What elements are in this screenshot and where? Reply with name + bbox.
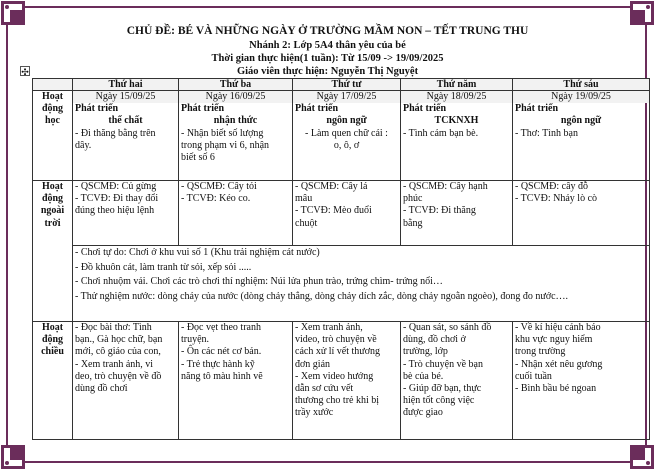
free-play-line: - Chơi nhuộm vải. Chơi các trò chơi thí nghiệm: Núi lửa phun trào, trứng chìm- trứng nổi… bbox=[75, 276, 443, 287]
table-cell bbox=[401, 91, 513, 181]
day-header: Thứ tư bbox=[293, 79, 401, 91]
table-cell: - QSCMĐ: cây đỗ - TCVĐ: Nhảy lò cò bbox=[513, 181, 650, 246]
area-label: Phát triển bbox=[75, 103, 119, 115]
date-label: Ngày 18/09/25 bbox=[401, 91, 512, 103]
weekly-plan-table bbox=[32, 78, 650, 440]
table-cell: - Xem tranh ảnh, video, trò chuyện về cách xử lí vết thương đơn giản - Xem video hướng dẫn sơ cứu vết thương cho trẻ khi bị trầy xước bbox=[293, 322, 401, 440]
table-cell bbox=[513, 91, 650, 181]
area-sublabel: TCKNXH bbox=[434, 115, 479, 127]
free-play-line: - Đồ khuôn cát, làm tranh từ sỏi, xếp sỏi ..... bbox=[75, 261, 252, 273]
free-play-cell bbox=[73, 246, 650, 322]
corner-ornament-icon bbox=[629, 444, 655, 470]
table-header-row bbox=[33, 79, 650, 91]
area-label: Phát triển bbox=[515, 103, 559, 115]
cell-content: - Đi thăng bằng trên dây. bbox=[75, 127, 156, 151]
free-play-line: - Chơi tự do: Chơi ở khu vui số 1 (Khu trải nghiệm cát nước) bbox=[75, 247, 320, 258]
date-label: Ngày 17/09/25 bbox=[293, 91, 400, 103]
table-cell: - Quan sát, so sánh đồ dùng, đồ chơi ở trường, lớp - Trò chuyện về bạn bè của bé. - Giúp đỡ bạn, thực hiện tốt công việc được giao bbox=[401, 322, 513, 440]
table-cell: - Đọc vẹt theo tranh truyện. - Ôn các nét cơ bản. - Trẻ thực hành kỹ năng tô màu hình vẽ bbox=[179, 322, 293, 440]
corner-ornament-icon bbox=[0, 0, 26, 26]
table-cell: - Đọc bài thơ: Tình bạn., Gà học chữ, bạn mới, cô giáo của con, - Xem tranh ảnh, vi deo, trò chuyện về đồ dùng đồ chơi bbox=[73, 322, 179, 440]
corner-header-cell bbox=[33, 79, 73, 91]
row-label-afternoon: Hoạt động chiều bbox=[33, 322, 73, 440]
row-label-learning: Hoạt động học bbox=[33, 91, 73, 181]
table-move-handle-icon[interactable]: ✣ bbox=[21, 67, 29, 77]
table-cell: - QSCMĐ: Củ gừng - TCVĐ: Đi thay đổi đúng theo hiệu lệnh bbox=[73, 181, 179, 246]
table-row bbox=[33, 91, 650, 181]
table-cell bbox=[293, 91, 401, 181]
day-header: Thứ năm bbox=[401, 79, 513, 91]
day-header: Thứ ba bbox=[179, 79, 293, 91]
day-header: Thứ hai bbox=[73, 79, 179, 91]
corner-ornament-icon bbox=[629, 0, 655, 26]
branch-title: Nhánh 2: Lớp 5A4 thân yêu của bé bbox=[249, 40, 406, 51]
area-sublabel: ngôn ngữ bbox=[326, 115, 367, 127]
table-cell bbox=[73, 91, 179, 181]
date-label: Ngày 16/09/25 bbox=[179, 91, 292, 103]
time-range: Thời gian thực hiện(1 tuần): Từ 15/09 -> 19/09/2025 bbox=[211, 53, 444, 64]
table-cell: - QSCMĐ: Cây hạnh phúc - TCVĐ: Đi thăng bằng bbox=[401, 181, 513, 246]
area-sublabel: nhận thức bbox=[213, 115, 258, 127]
corner-ornament-icon bbox=[0, 444, 26, 470]
cell-content: - Tình cảm bạn bè. bbox=[403, 127, 479, 139]
date-label: Ngày 19/09/25 bbox=[513, 91, 649, 103]
area-label: Phát triển bbox=[295, 103, 339, 115]
table-cell bbox=[179, 91, 293, 181]
table-cell: - QSCMĐ: Cây lá mâu - TCVĐ: Mèo đuổi chuột bbox=[293, 181, 401, 246]
area-sublabel: ngôn ngữ bbox=[560, 115, 602, 127]
date-label: Ngày 15/09/25 bbox=[73, 91, 178, 103]
row-label-outdoor: Hoạt động ngoài trời bbox=[33, 181, 73, 322]
table-row bbox=[33, 181, 650, 246]
area-label: Phát triển bbox=[403, 103, 447, 115]
table-row bbox=[33, 322, 650, 440]
page-title: CHỦ ĐỀ: BÉ VÀ NHỮNG NGÀY Ở TRƯỜNG MẦM NON – TẾT TRUNG THU bbox=[126, 25, 529, 37]
cell-content: - Làm quen chữ cái : o, ô, ơ bbox=[305, 127, 388, 151]
cell-content: - Thơ: Tình bạn bbox=[515, 127, 578, 139]
area-label: Phát triển bbox=[181, 103, 225, 115]
table-cell: - Về kí hiệu cảnh báo khu vực nguy hiểm trong trường - Nhận xét nêu gương cuối tuần - Bình bầu bé ngoan bbox=[513, 322, 650, 440]
free-play-line: - Thử nghiệm nước: dòng chảy của nước (dòng chảy thẳng, dòng chảy dích zắc, dòng chảy ngoằn ngoèo), đong đo nước…. bbox=[75, 290, 569, 302]
area-sublabel: thể chất bbox=[108, 115, 143, 127]
teacher-name: Giáo viên thực hiện: Nguyễn Thị Nguyệt bbox=[236, 66, 419, 77]
day-header: Thứ sáu bbox=[513, 79, 650, 91]
table-cell: - QSCMĐ: Cây tỏi - TCVĐ: Kéo co. bbox=[179, 181, 293, 246]
table-row bbox=[33, 246, 650, 322]
cell-content: - Nhận biết số lượng trong phạm vi 6, nhận biết số 6 bbox=[181, 127, 270, 164]
